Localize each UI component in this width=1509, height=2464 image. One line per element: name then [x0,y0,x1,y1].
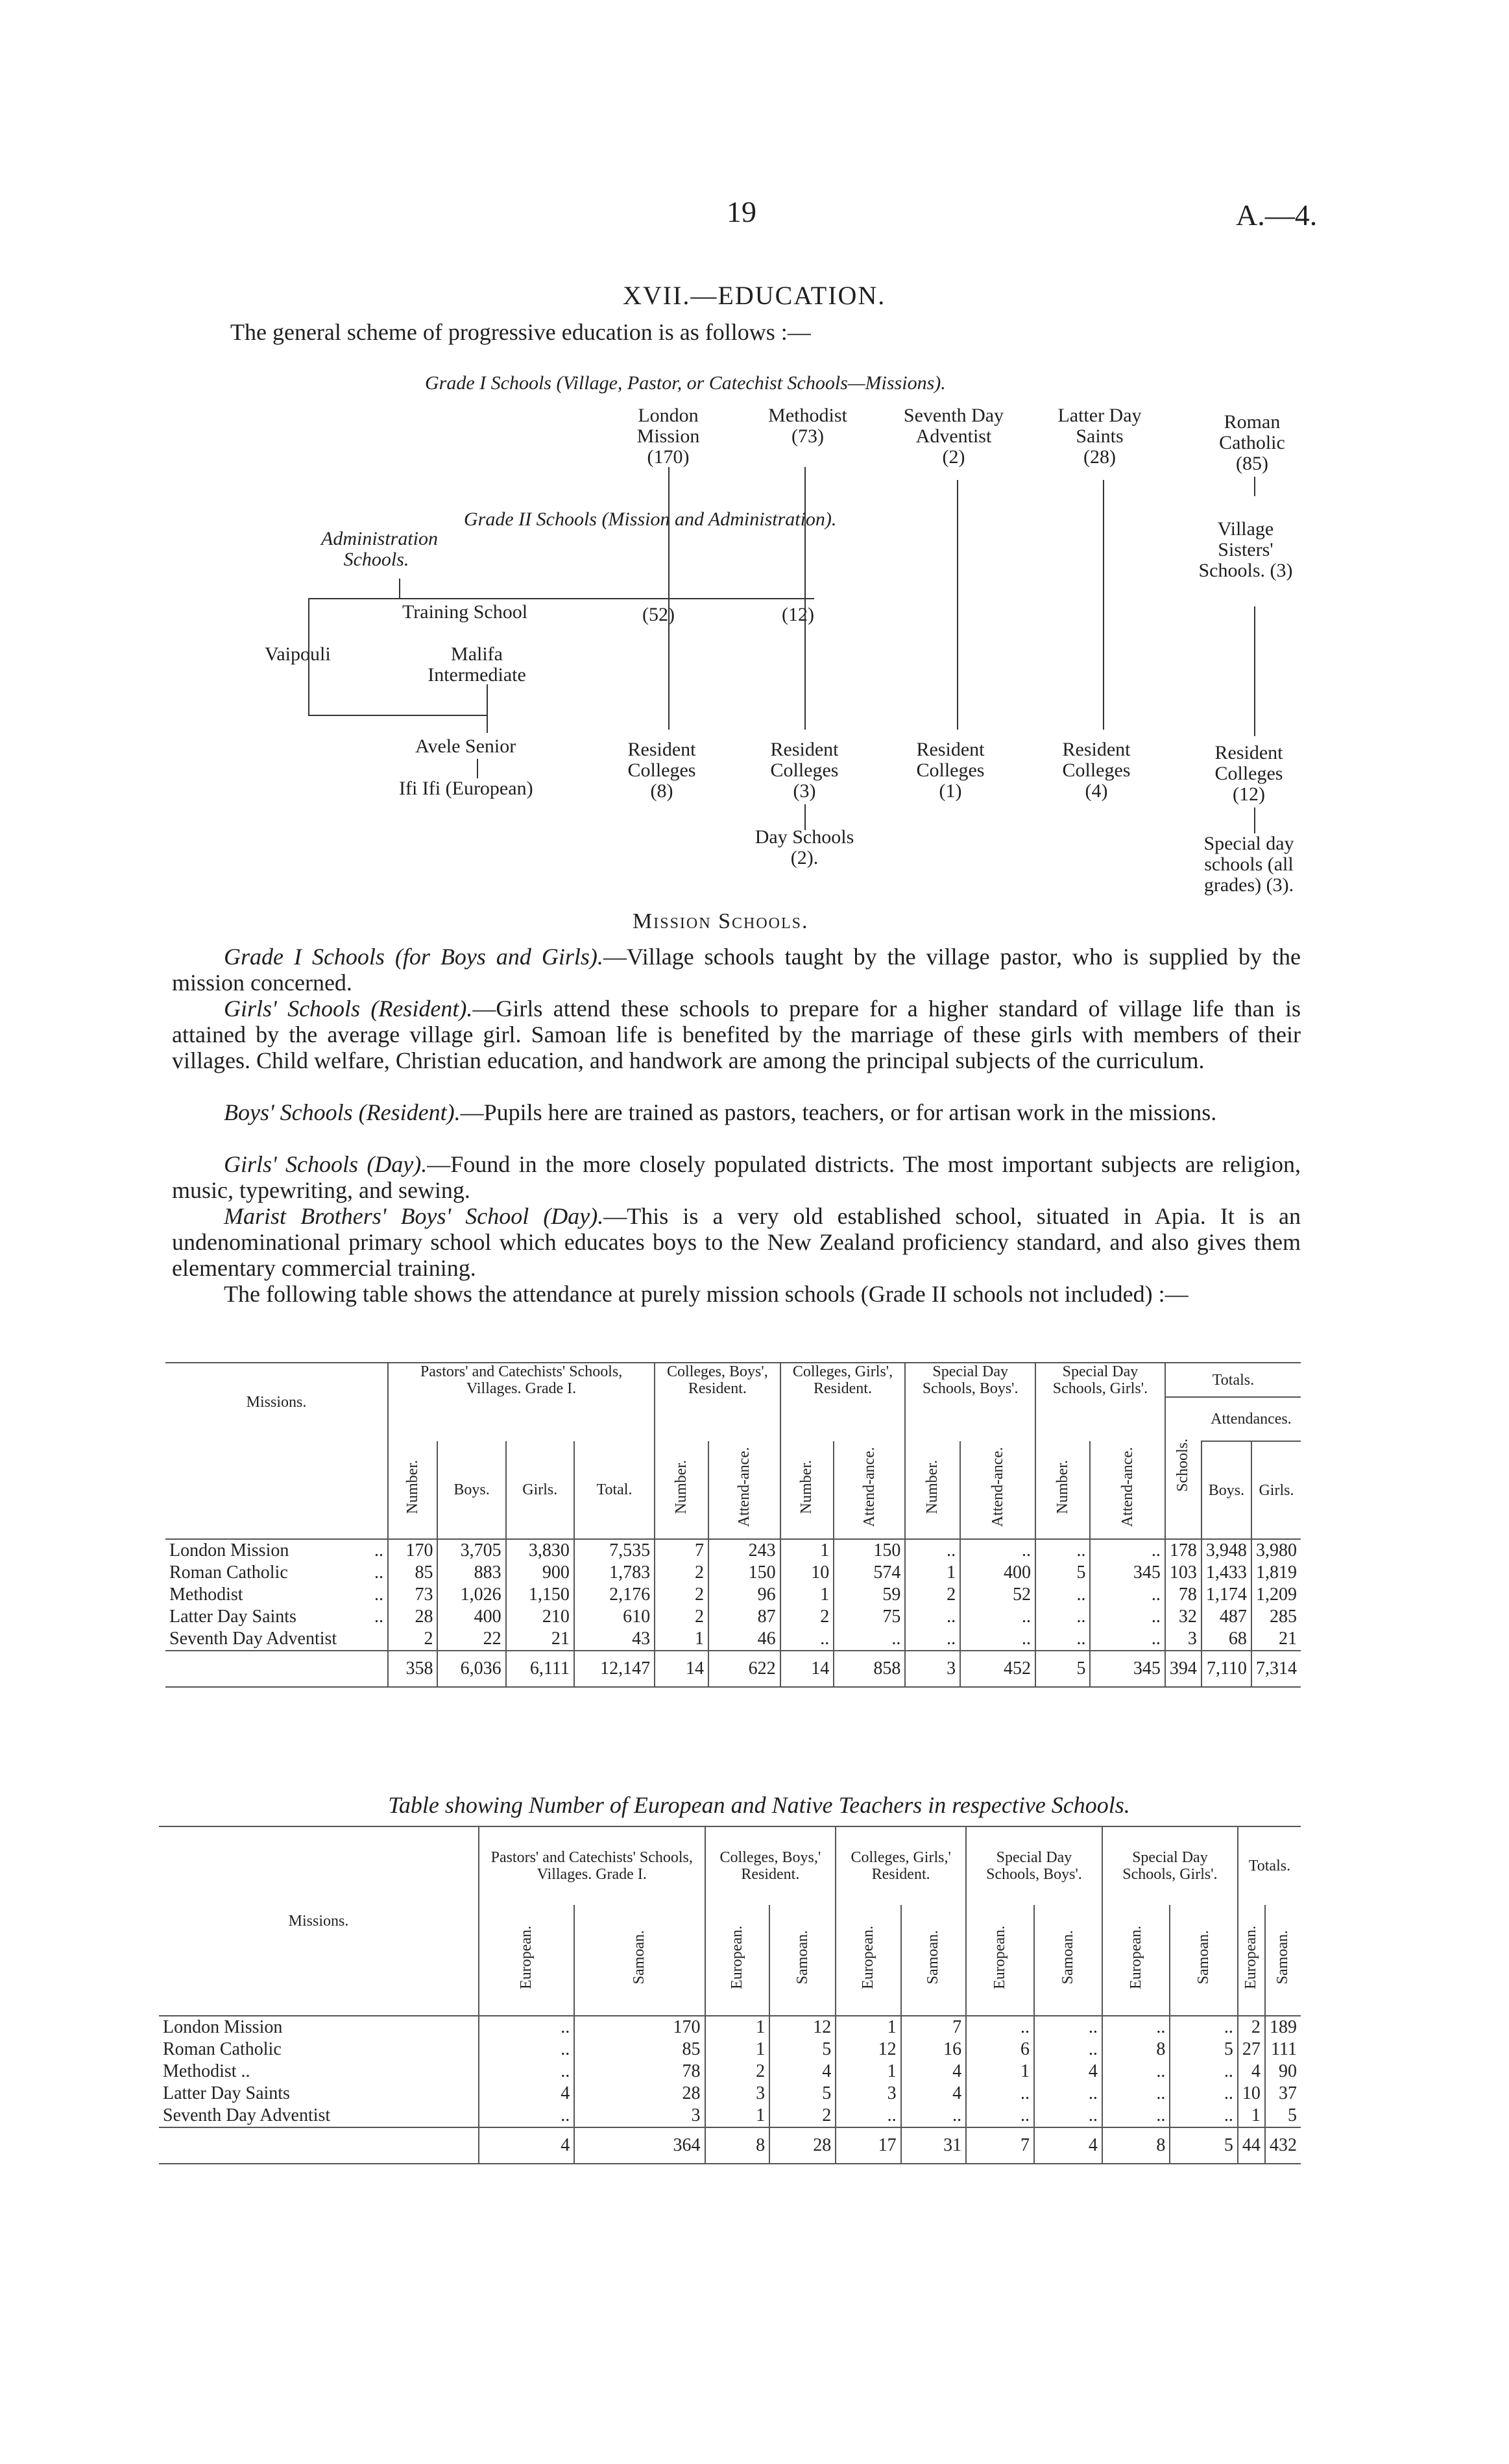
table-cell: 4 [769,2061,836,2083]
grade1-latter-day-saints: Latter Day Saints (28) [1057,405,1142,468]
table-cell: .. [1090,1628,1165,1651]
group-totals: Totals. [1165,1363,1301,1397]
table-cell: 3,948 [1201,1539,1251,1562]
table-cell: .. [1102,2105,1170,2127]
table-cell: 150 [834,1539,905,1562]
table-cell: .. [1034,2039,1102,2061]
table-cell: 189 [1265,2016,1301,2039]
table-row [165,1628,1301,1651]
group-colleges-girls: Colleges, Girls', Resident. [780,1363,906,1397]
table-cell: 90 [1265,2061,1301,2083]
table-cell: .. [1102,2016,1170,2039]
table-cell: 1,174 [1201,1584,1251,1606]
table-cell: .. [966,2083,1034,2105]
mission-name: Seventh Day Adventist [163,2105,331,2125]
table-cell: .. [479,2039,574,2061]
resident-colleges-sda: Resident Colleges (1) [916,739,985,802]
table-cell: 7,535 [574,1539,655,1562]
table-cell: 2,176 [574,1584,655,1606]
table-cell: .. [1090,1606,1165,1628]
table-row [159,2016,1301,2039]
table-cell: .. [1102,2083,1170,2105]
table-cell: 22 [437,1628,505,1651]
table-cell: .. [901,2105,966,2127]
table-cell: 487 [1201,1606,1251,1628]
table-cell: .. [905,1606,960,1628]
table-cell: .. [905,1628,960,1651]
table-cell: .. [1170,2061,1238,2083]
table-cell: 400 [437,1606,505,1628]
total-cell: 7 [966,2127,1034,2164]
table-cell: 78 [574,2061,705,2083]
table-cell: .. [966,2016,1034,2039]
table-cell: 2 [905,1584,960,1606]
table-cell: 3 [836,2083,900,2105]
teachers-table: Missions. Pastors' and Catechists' Schools, Villages. Grade I. Colleges, Boys,' Resident. Colleges, Girls,' Resident. Special Day Schools, Boys'. Special Day Schools, Girls'. Totals. European. Samoan. European. Samoan. European. Samoan. European. Samoan. European. Samoan. European. Samoan. London Mission .. 170 1 12 1 7 .. .. .. .. 2 189 Roman Catholic .. 85 1 5 12 16 6 .. 8 5 27 111 Methodist .. .. 78 2 4 1 4 1 4 .. .. 4 90 Latter Day Saints 4 28 3 5 3 4 .. .. .. .. 10 37 Seventh Day Adventist .. 3 1 2 .. .. .. .. .. .. 1 5 4 364 8 28 17 31 7 4 8 5 44 432 [159,1826,1301,2164]
total-cell: 8 [705,2127,770,2164]
total-cell: 12,147 [574,1651,655,1687]
total-cell: 28 [769,2127,836,2164]
table-row [159,2105,1301,2127]
resident-colleges-rc: Resident Colleges (12) [1214,742,1283,805]
table-cell: 610 [574,1606,655,1628]
table-cell: 5 [1035,1562,1091,1584]
administration-schools-label: Administration Schools. [321,528,439,570]
table-cell: 28 [574,2083,705,2105]
totals-row [165,1651,1301,1687]
total-cell: 432 [1265,2127,1301,2164]
table-cell: .. [1170,2105,1238,2127]
table-cell: .. [1035,1539,1091,1562]
table-cell: 1 [705,2105,770,2127]
table-cell: 150 [708,1562,780,1584]
missions-header-2: Missions. [288,1913,349,1930]
table-cell: 111 [1265,2039,1301,2061]
table-cell: .. [1102,2061,1170,2083]
table-cell: 170 [388,1539,437,1562]
table-cell: 2 [655,1584,708,1606]
table-row [165,1606,1301,1628]
table-cell: 4 [1034,2061,1102,2083]
total-cell: 7,110 [1201,1651,1251,1687]
total-cell: 452 [960,1651,1035,1687]
table-cell: 85 [574,2039,705,2061]
village-sisters-schools: Village Sisters' Schools. (3) [1198,518,1293,581]
grade1-title: Grade I Schools (Village, Pastor, or Catechist Schools—Missions). [425,372,946,394]
table-cell: 21 [1251,1628,1301,1651]
table-cell: .. [834,1628,905,1651]
table-cell: 5 [1265,2105,1301,2127]
table-cell: 1,433 [1201,1562,1251,1584]
table-cell: 46 [708,1628,780,1651]
table-cell: 103 [1165,1562,1201,1584]
table-cell: 1,819 [1251,1562,1301,1584]
totals-row [159,2127,1301,2164]
table-cell: .. [479,2061,574,2083]
table-cell: 12 [769,2016,836,2039]
table-cell: 96 [708,1584,780,1606]
table-cell: 10 [780,1562,834,1584]
table-cell: .. [960,1606,1035,1628]
table-cell: 78 [1165,1584,1201,1606]
day-schools-methodist: Day Schools (2). [754,826,854,868]
teachers-table-title: Table showing Number of European and Native Teachers in respective Schools. [388,1792,1130,1818]
table-cell: 1 [780,1584,834,1606]
table-row [165,1562,1301,1584]
missions-header: Missions. [246,1394,307,1411]
attendance-table: Missions. Pastors' and Catechists' Schools, Villages. Grade I. Colleges, Boys', Resident. Colleges, Girls', Resident. Special Day Schools, Boys'. Special Day Schools, Girls'. Totals. Schools. Attendances. Number. Boys. Girls. Total. Number. Attend-ance. Number. Attend-ance. Number. Attend-ance. Number. Attend-ance. Boys. Girls. London Mission .. 170 3,705 3,830 7,535 7 243 1 150 .. .. .. .. 178 3,948 3,980 Roman Catholic .. 85 883 900 1,783 2 150 10 574 1 400 5 345 103 1,433 1,819 Methodist .. 73 1,026 1,150 2,176 2 96 1 59 2 52 .. .. 78 1,174 1,209 Latter Day Saints .. 28 400 210 610 2 87 2 75 .. .. .. .. 32 487 285 Seventh Day Adventist 2 22 21 43 1 46 .. .. .. .. .. .. 3 68 21 358 6,036 6,111 12,147 14 622 14 858 3 452 5 345 394 7,110 7,314 [165,1362,1301,1688]
table-cell: 3 [705,2083,770,2105]
table-cell: 883 [437,1562,505,1584]
training-school: Training School [402,601,528,623]
table-cell: 1 [705,2016,770,2039]
table-cell: 8 [1102,2039,1170,2061]
avele-senior: Avele Senior [415,736,516,757]
table-cell: .. [1034,2083,1102,2105]
grade1-london-mission: London Mission (170) [636,405,700,468]
table-cell: 1 [1238,2105,1265,2127]
group-pastors-catechists: Pastors' and Catechists' Schools, Villages. Grade I. [388,1363,655,1397]
table-cell: .. [1035,1628,1091,1651]
table-cell: 1,209 [1251,1584,1301,1606]
special-day-schools-rc: Special day schools (all grades) (3). [1203,833,1294,896]
table-cell: .. [1090,1584,1165,1606]
group-colleges-boys: Colleges, Boys', Resident. [655,1363,780,1397]
table-cell: 345 [1090,1562,1165,1584]
page-number: 19 [727,195,756,228]
section-title: XVII.—EDUCATION. [623,281,886,310]
total-cell: 358 [388,1651,437,1687]
table-cell: 52 [960,1584,1035,1606]
mission-schools-heading: Mission Schools. [633,909,809,933]
grade1-methodist: Methodist (73) [768,405,847,447]
table-cell: 3 [574,2105,705,2127]
table-cell: 3,980 [1251,1539,1301,1562]
grade1-roman-catholic: Roman Catholic (85) [1219,411,1285,474]
malifa-intermediate: Malifa Intermediate [428,643,526,686]
intro-text: The general scheme of progressive education is as follows :— [230,319,811,345]
table-cell: 5 [769,2039,836,2061]
vaipouli: Vaipouli [265,643,331,665]
total-cell: 14 [780,1651,834,1687]
table-cell: 59 [834,1584,905,1606]
table-cell: 4 [901,2083,966,2105]
table-cell: 210 [506,1606,574,1628]
table-cell: 900 [506,1562,574,1584]
table-cell: 1 [655,1628,708,1651]
table-cell: 170 [574,2016,705,2039]
table-cell: .. [960,1539,1035,1562]
training-count-methodist: (12) [782,604,814,625]
mission-name: London Mission [163,2017,283,2037]
paragraph-girls-day: Girls' Schools (Day).—Found in the more closely populated districts. The most important subjects are religion, music, typewriting, and sewing. [172,1151,1301,1203]
table-cell: .. [479,2105,574,2127]
table-cell: .. [836,2105,900,2127]
table-cell: 2 [655,1562,708,1584]
table-cell: 68 [1201,1628,1251,1651]
table-cell: 400 [960,1562,1035,1584]
total-cell: 858 [834,1651,905,1687]
total-cell: 8 [1102,2127,1170,2164]
table-cell: 27 [1238,2039,1265,2061]
table-cell: 75 [834,1606,905,1628]
paragraph-table-intro: The following table shows the attendance at purely mission schools (Grade II schools not included) :— [224,1281,1189,1307]
table-cell: 178 [1165,1539,1201,1562]
table-cell: 2 [1238,2016,1265,2039]
table-row [159,2083,1301,2105]
total-cell: 14 [655,1651,708,1687]
total-cell: 4 [1034,2127,1102,2164]
mission-name: Methodist .. [169,1585,383,1605]
total-cell: 31 [901,2127,966,2164]
doc-reference: A.—4. [1236,198,1318,232]
ifi-ifi-european: Ifi Ifi (European) [399,778,533,799]
table-cell: 1,783 [574,1562,655,1584]
training-count-london: (52) [642,604,675,625]
table-row [165,1539,1301,1562]
table-cell: 3,830 [506,1539,574,1562]
total-cell: 7,314 [1251,1651,1301,1687]
total-cell: 394 [1165,1651,1201,1687]
table-cell: .. [1034,2105,1102,2127]
table-cell: 28 [388,1606,437,1628]
paragraph-boys-resident: Boys' Schools (Resident).—Pupils here are trained as pastors, teachers, or for artisan work in the missions. [224,1099,1217,1125]
table-cell: .. [780,1628,834,1651]
total-cell: 17 [836,2127,900,2164]
table-cell: 5 [1170,2039,1238,2061]
table-row [159,2061,1301,2083]
table-cell: .. [966,2105,1034,2127]
table-cell: 2 [388,1628,437,1651]
table-row [165,1584,1301,1606]
table-cell: 1 [836,2016,900,2039]
table-cell: 3,705 [437,1539,505,1562]
table-cell: 1 [966,2061,1034,2083]
table-cell: 3 [1165,1628,1201,1651]
paragraph-girls-resident: Girls' Schools (Resident).—Girls attend these schools to prepare for a higher standard of village life than is attained by the average village girl. Samoan life is benefited by the marriage of these girls with members of their villages. Child welfare, Christian education, and handwork are among the principal subjects of the curriculum. [172,996,1301,1073]
table-cell: 12 [836,2039,900,2061]
table-cell: .. [479,2016,574,2039]
total-cell: 6,111 [506,1651,574,1687]
table-cell: 73 [388,1584,437,1606]
total-cell: 364 [574,2127,705,2164]
table-cell: .. [1035,1606,1091,1628]
table-cell: 37 [1265,2083,1301,2105]
table-cell: 85 [388,1562,437,1584]
table-cell: 4 [479,2083,574,2105]
total-cell: 4 [479,2127,574,2164]
table-cell: 1,026 [437,1584,505,1606]
mission-name: Latter Day Saints [163,2083,290,2103]
table-cell: 2 [769,2105,836,2127]
group-special-day-boys: Special Day Schools, Boys'. [905,1363,1035,1397]
table-cell: .. [1170,2083,1238,2105]
table-cell: 1 [905,1562,960,1584]
total-cell: 622 [708,1651,780,1687]
resident-colleges-methodist: Resident Colleges (3) [770,739,839,802]
table-cell: 1 [836,2061,900,2083]
table-cell: .. [960,1628,1035,1651]
table-cell: .. [1034,2016,1102,2039]
table-cell: 2 [780,1606,834,1628]
table-cell: 4 [1238,2061,1265,2083]
paragraph-grade1: Grade I Schools (for Boys and Girls).—Village schools taught by the village pastor, who is supplied by the mission concerned. [172,944,1301,996]
table-cell: 16 [901,2039,966,2061]
table-cell: 10 [1238,2083,1265,2105]
table-cell: 43 [574,1628,655,1651]
resident-colleges-lds: Resident Colleges (4) [1062,739,1131,802]
mission-name: Latter Day Saints .. [169,1607,383,1627]
total-cell: 5 [1035,1651,1091,1687]
table-cell: .. [1035,1584,1091,1606]
mission-name: Seventh Day Adventist [169,1629,337,1649]
table-cell: .. [905,1539,960,1562]
table-cell: 574 [834,1562,905,1584]
table-row [159,2039,1301,2061]
table-cell: 5 [769,2083,836,2105]
table-cell: .. [1170,2016,1238,2039]
total-cell: 6,036 [437,1651,505,1687]
table-cell: 2 [655,1606,708,1628]
paragraph-marist-brothers: Marist Brothers' Boys' School (Day).—This is a very old established school, situated in Apia. It is an undenominational primary school which educates boys to the New Zealand proficiency standard, and also gives them elementary commercial training. [172,1203,1301,1281]
table-cell: 32 [1165,1606,1201,1628]
mission-name: Roman Catholic .. [169,1562,383,1583]
table-cell: 87 [708,1606,780,1628]
total-cell: 345 [1090,1651,1165,1687]
mission-name: Roman Catholic [163,2039,282,2059]
table-cell: 1 [780,1539,834,1562]
total-cell: 5 [1170,2127,1238,2164]
mission-name: London Mission .. [169,1540,383,1561]
table-cell: 4 [901,2061,966,2083]
table-cell: 1 [705,2039,770,2061]
total-cell: 3 [905,1651,960,1687]
total-cell: 44 [1238,2127,1265,2164]
table-cell: 285 [1251,1606,1301,1628]
table-cell: 1,150 [506,1584,574,1606]
table-cell: 6 [966,2039,1034,2061]
resident-colleges-london: Resident Colleges (8) [627,739,696,802]
group-special-day-girls: Special Day Schools, Girls'. [1035,1363,1165,1397]
mission-name: Methodist .. [163,2061,250,2081]
grade2-title: Grade II Schools (Mission and Administration). [464,508,837,530]
table-cell: 7 [655,1539,708,1562]
table-cell: 21 [506,1628,574,1651]
grade1-seventh-day-adventist: Seventh Day Adventist (2) [903,405,1004,468]
table-cell: 7 [901,2016,966,2039]
table-cell: 243 [708,1539,780,1562]
table-cell: 2 [705,2061,770,2083]
table-cell: .. [1090,1539,1165,1562]
